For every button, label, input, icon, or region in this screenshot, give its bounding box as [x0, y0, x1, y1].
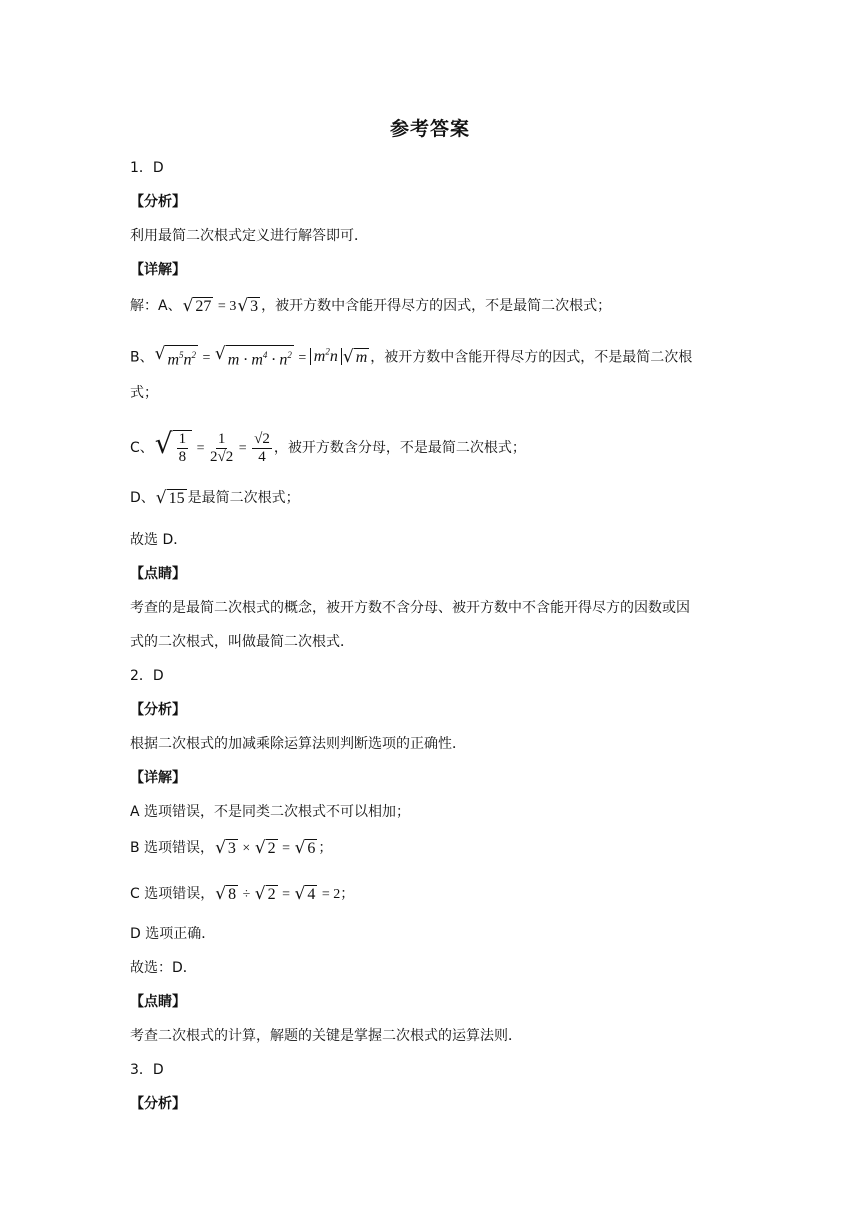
q1-option-a: 解：A、 √ 27 = 3 √ 3 ，被开方数中含能开得尽方的因式，不是最简二次根式； [130, 295, 612, 316]
q1-option-b-cont: 式； [130, 385, 158, 401]
q2-option-b: B 选项错误， √ 3 × √ 2 = √ 6 ； [130, 837, 333, 858]
q2-comment-text: 考查二次根式的计算，解题的关键是掌握二次根式的运算法则． [130, 1028, 522, 1044]
q2-option-d: D 选项正确． [130, 926, 216, 942]
q2-analysis-heading: 【分析】 [130, 702, 186, 718]
q1-analysis-text: 利用最简二次根式定义进行解答即可． [130, 228, 368, 244]
q2-option-a: A 选项错误，不是同类二次根式不可以相加； [130, 804, 411, 820]
q3-number: 3．D [130, 1062, 164, 1078]
q2-comment-heading: 【点睛】 [130, 994, 186, 1010]
q2-choice: 故选：D． [130, 960, 197, 976]
q1-option-b: B、 √ $m^5n^2$ = √ $m \cdot m^4 \cdot n^2$ = $m^2n$ √ m ，被开方数中含能开得尽方的因式，不是最简二次根 [130, 344, 693, 369]
q1-number: 1．D [130, 160, 164, 176]
q2-detail-heading: 【详解】 [130, 770, 186, 786]
q1-analysis-heading: 【分析】 [130, 194, 186, 210]
q2-number: 2．D [130, 668, 164, 684]
page-title: 参考答案 [389, 118, 470, 140]
q1-option-d: D、 √ 15 是最简二次根式； [130, 487, 300, 508]
q1-option-c: C、 √ $\frac{1}{8}$ = $\frac{1}{2√2}$ = $\frac{√2}{4}$ ，被开方数含分母，不是最简二次根式； [130, 427, 526, 465]
q1-choice: 故选 D． [130, 532, 188, 548]
q1-comment-line1: 考查的是最简二次根式的概念，被开方数不含分母、被开方数中不含能开得尽方的因数或因 [130, 600, 690, 616]
q2-analysis-text: 根据二次根式的加减乘除运算法则判断选项的正确性． [130, 736, 466, 752]
q1-comment-heading: 【点睛】 [130, 566, 186, 582]
q3-analysis-heading: 【分析】 [130, 1096, 186, 1112]
q1-detail-heading: 【详解】 [130, 262, 186, 278]
q1-comment-line2: 式的二次根式，叫做最简二次根式． [130, 634, 354, 650]
q2-option-c: C 选项错误， √ 8 ÷ √ 2 = √ 4 = 2； [130, 883, 355, 904]
